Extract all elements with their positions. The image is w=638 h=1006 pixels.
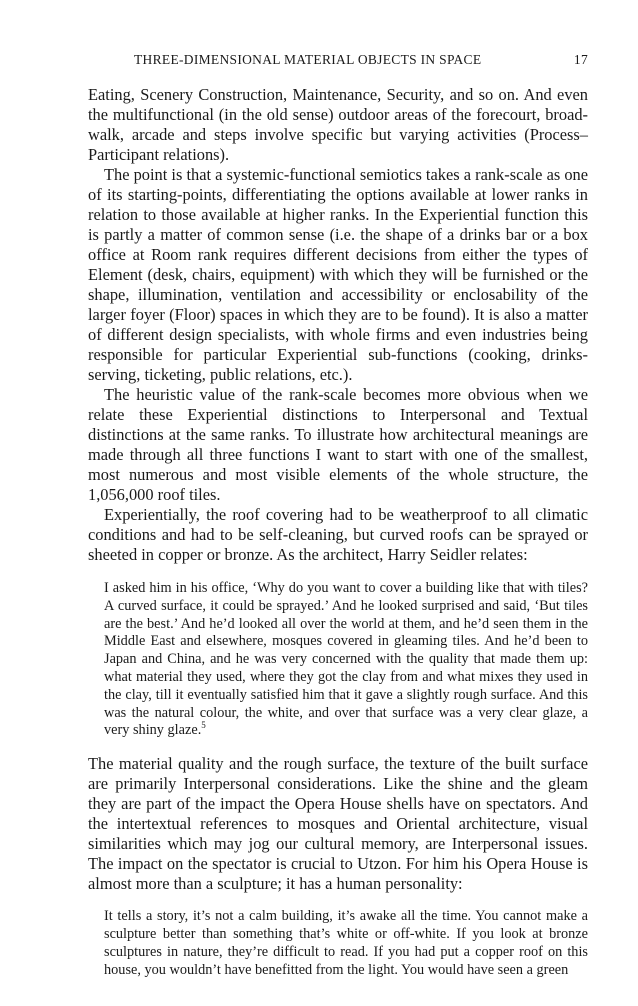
footnote-marker[interactable]: 5 [201,720,206,731]
paragraph-2: The point is that a systemic-functional semiotics takes a rank-scale as one of its starting-points, differentiating the options available at lower ranks in relation to those available at higher ranks. In the Experiential function this is partly a matter of common sense (i.e. the shape of a drinks bar or a box office at Room rank requires different decisions from either the types of Element (desk, chairs, equipment) with which they will be furnished or the shape, illumination, ventilation and accessibility or enclosability of the larger foyer (Floor) spaces in which they are to be found). It is also a matter of different design specialists, with whole firms and even industries being responsible for particular Experiential sub-functions (cooking, drinks-serving, ticketing, public relations, etc.). [88,165,588,384]
paragraph-5: The material quality and the rough surface, the texture of the built surface are primarily Interpersonal considerations. Like the shine and the gleam they are part of the impact the Opera House shells have on spectators. And the intertextual references to mosques and Oriental architecture, visual similarities which may jog our cultural memory, are Interpersonal issues. The impact on the spectator is crucial to Utzon. For him his Opera House is almost more than a sculpture; it has a human personality: [88,754,588,894]
quote-seidler-text: I asked him in his office, ‘Why do you want to cover a building like that with tiles? A curved surface, it could be sprayed.’ And he looked surprised and said, ‘But tiles are the best.’ And he’d looked all over the world at them, and he’d seen them in the Middle East and elsewhere, mosques covered in gleaming tiles. And he’d been to Japan and China, and he was very concerned with the quality that made them up: what material they used, where they got the clay from and what mixes they used in the clay, till it eventually satisfied him that it gave a slightly rough surface. And this was the natural colour, the white, and over that surface was a very clear glaze, a very shiny glaze. [104,580,588,739]
block-quote-seidler [88,580,588,740]
quote-utzon-text: It tells a story, it’s not a calm building, it’s awake all the time. You cannot make a sculpture better than something that’s white or off-white. If you look at bronze sculptures in nature, they’re difficult to read. If you had put a copper roof on this house, you wouldn’t have benefitted from the light. You would have seen a green [104,908,588,978]
running-header [88,52,588,74]
running-title: THREE-DIMENSIONAL MATERIAL OBJECTS IN SPACE [134,52,482,67]
document-page [88,52,588,979]
paragraph-3: The heuristic value of the rank-scale becomes more obvious when we relate these Experiential distinctions to Interpersonal and Textual distinctions at the same ranks. To illustrate how architectural meanings are made through all three functions I want to start with one of the smallest, most numerous and most visible elements of the whole structure, the 1,056,000 roof tiles. [88,385,588,504]
page-number: 17 [573,52,588,67]
paragraph-1: Eating, Scenery Construction, Maintenance, Security, and so on. And even the multifunctional (in the old sense) outdoor areas of the forecourt, broad-walk, arcade and steps involve specific but varying activities (Process–Participant relations). [88,85,588,164]
paragraph-4: Experientially, the roof covering had to be weatherproof to all climatic conditions and had to be self-cleaning, but curved roofs can be sprayed or sheeted in copper or bronze. As the architect, Harry Seidler relates: [88,505,588,564]
body-text [88,85,588,979]
block-quote-utzon [88,908,588,979]
